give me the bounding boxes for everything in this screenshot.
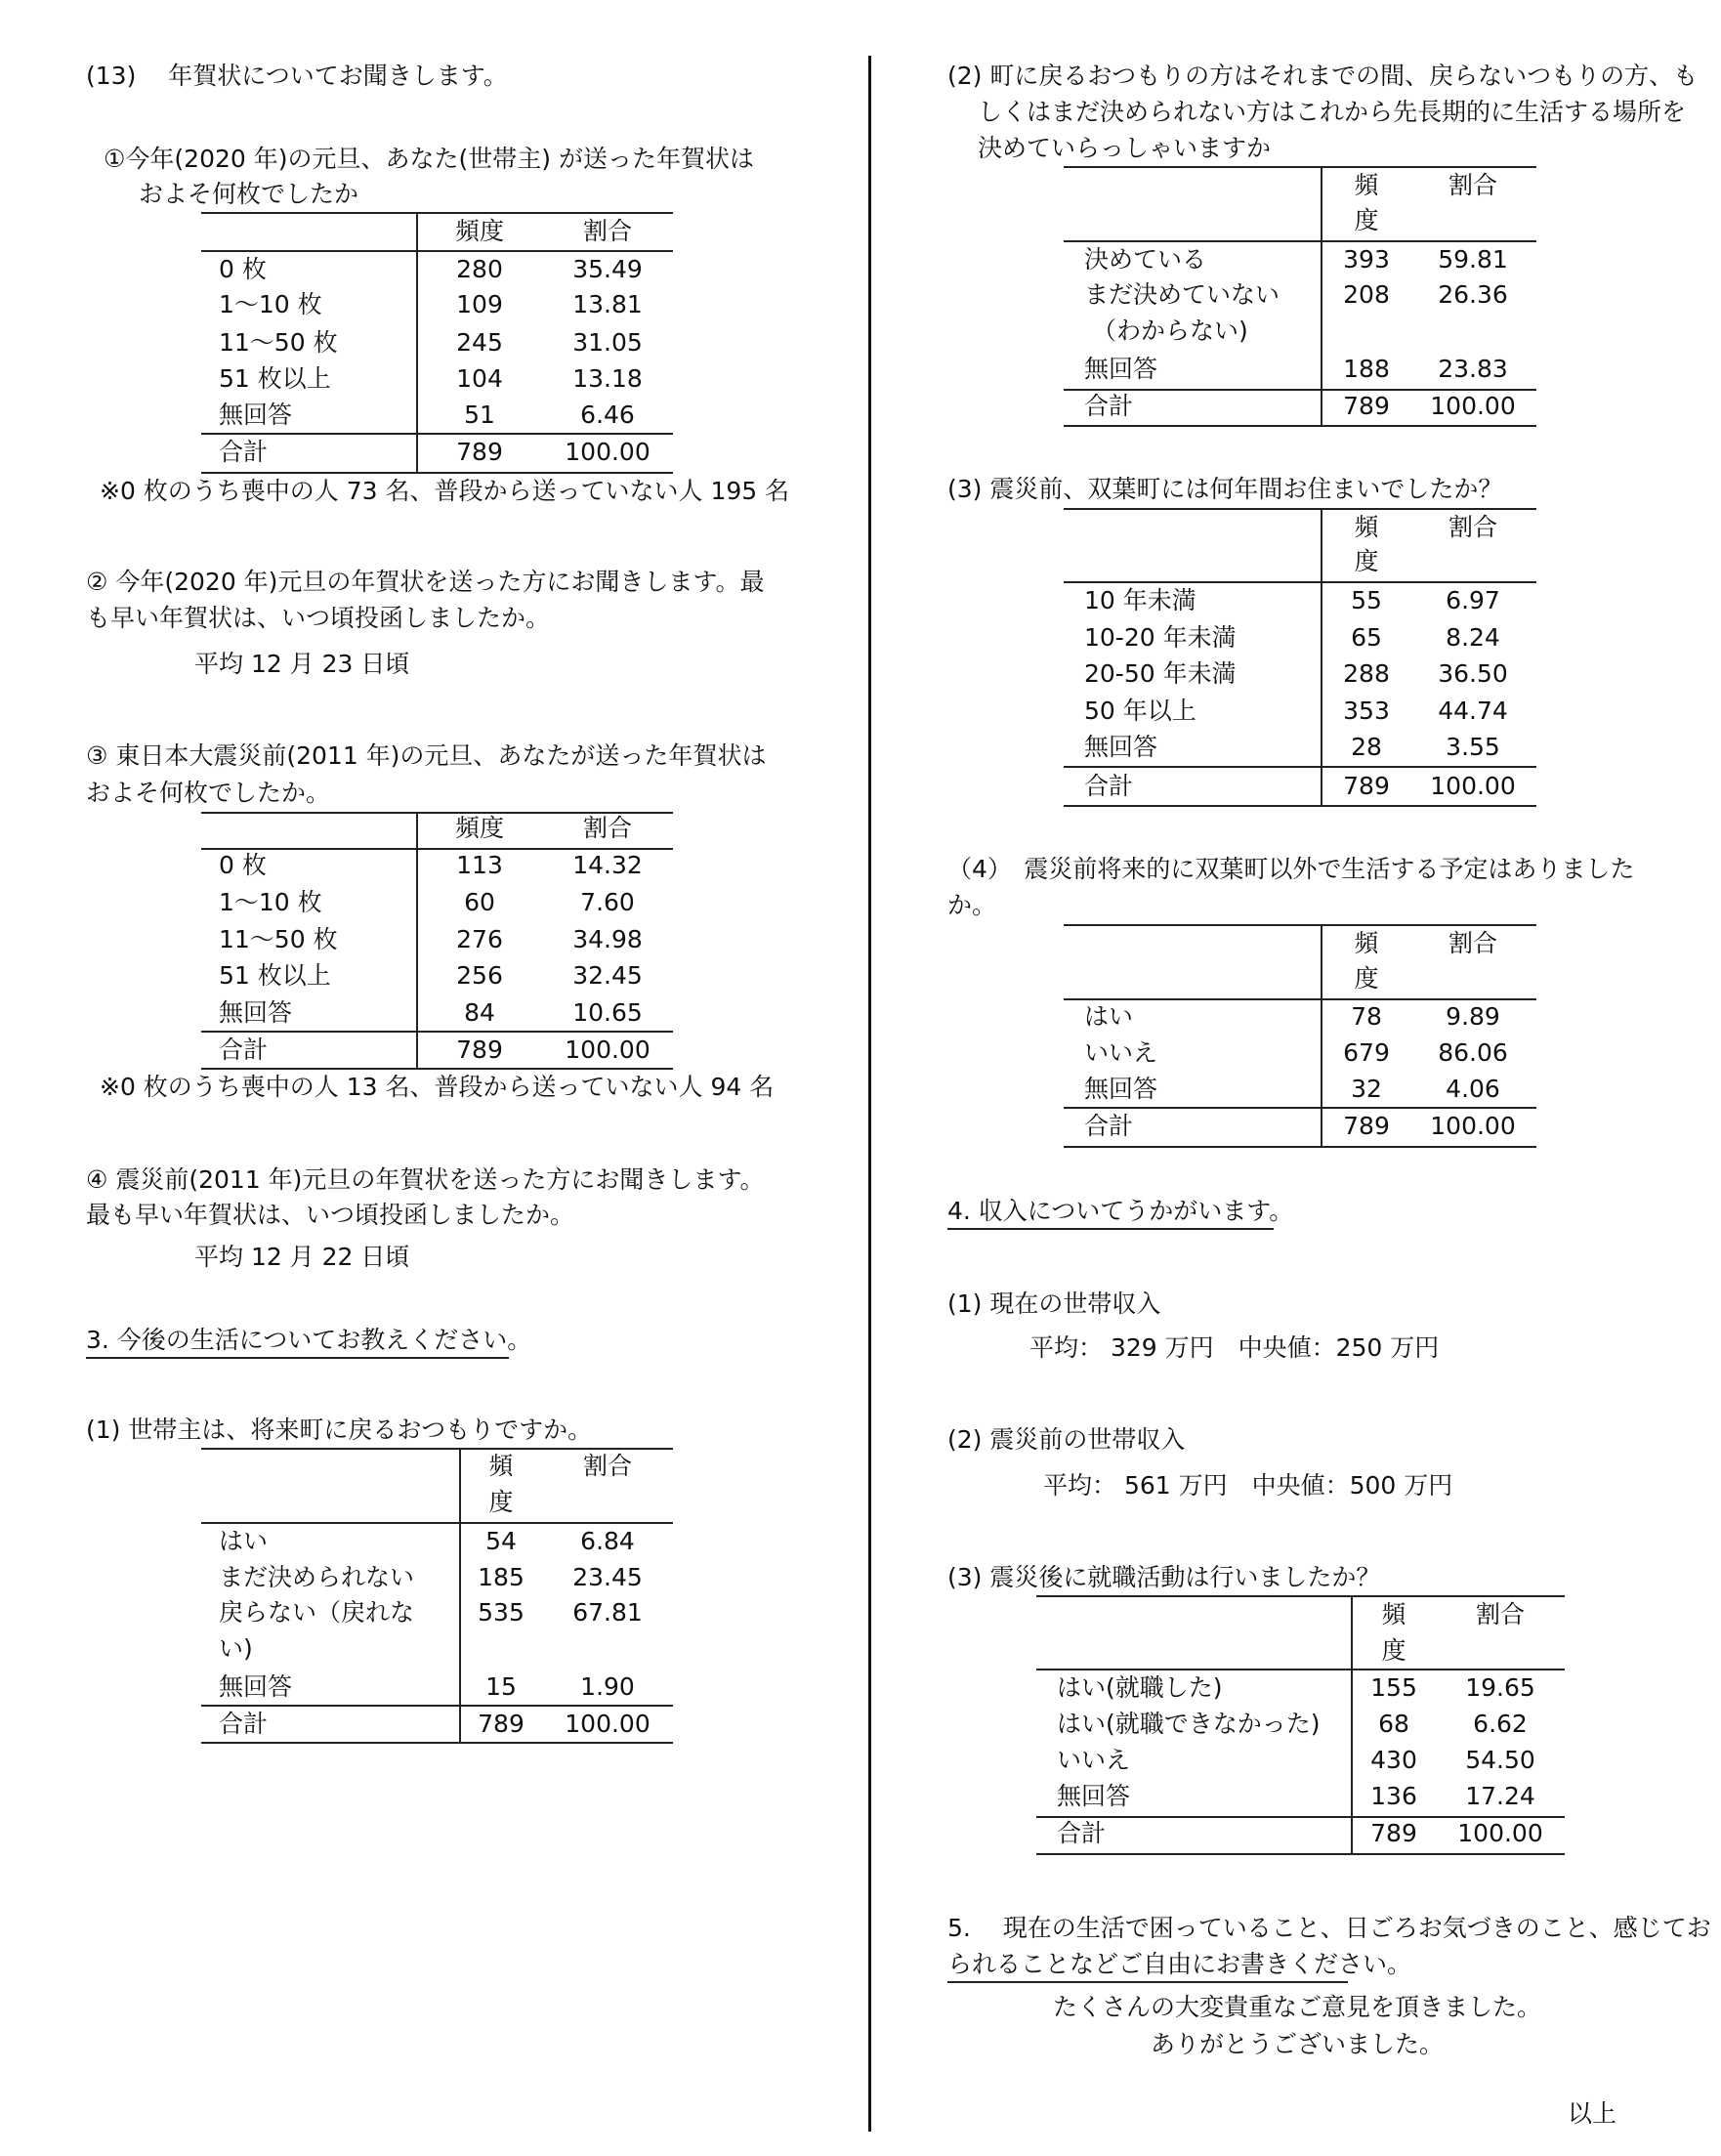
- row-frequency: 60: [464, 888, 495, 916]
- section-3-q2-line1: (2) 町に戻るおつもりの方はそれまでの間、戻らないつもりの方、も: [947, 62, 1699, 90]
- row-label: はい(就職できなかった): [1057, 1710, 1321, 1738]
- end-mark: 以上: [1568, 2099, 1617, 2128]
- header-frequency: 度: [488, 1488, 514, 1516]
- table-bottom-rule: [1064, 425, 1536, 427]
- row-label: まだ決めていない: [1084, 280, 1280, 309]
- row-percent: 54.50: [1465, 1746, 1535, 1774]
- section-4-q2: (2) 震災前の世帯収入: [947, 1425, 1186, 1454]
- header-frequency: 頻: [1354, 171, 1379, 199]
- row-label: 無回答: [1084, 733, 1158, 761]
- header-frequency: 頻: [488, 1452, 514, 1480]
- row-frequency: 84: [464, 998, 495, 1027]
- row-label: 無回答: [1084, 355, 1158, 383]
- header-percent: 割合: [1448, 929, 1498, 957]
- table-header-rule: [1064, 240, 1536, 242]
- table-top-rule: [1064, 166, 1536, 168]
- row-percent: 31.05: [572, 328, 643, 357]
- total-percent: 100.00: [1430, 392, 1516, 420]
- row-label: 1～10 枚: [219, 290, 322, 318]
- section-4-q3: (3) 震災後に就職活動は行いましたか？: [947, 1563, 1381, 1591]
- row-label: 無回答: [219, 998, 293, 1027]
- total-frequency: 789: [1370, 1819, 1417, 1847]
- row-percent: 19.65: [1465, 1673, 1535, 1702]
- row-label: いいえ: [1084, 1038, 1158, 1067]
- row-percent: 23.45: [572, 1563, 643, 1591]
- table-top-rule: [1064, 508, 1536, 510]
- row-label: 0 枚: [219, 851, 267, 879]
- row-label: 0 枚: [219, 255, 267, 283]
- question-2-line2: も早い年賀状は、いつ頃投函しましたか。: [86, 604, 551, 632]
- row-percent: 9.89: [1446, 1002, 1500, 1031]
- total-frequency: 789: [478, 1710, 525, 1738]
- row-percent: 23.83: [1438, 355, 1508, 383]
- table-header-rule: [1064, 581, 1536, 583]
- row-label: 戻らない（戻れな: [219, 1598, 415, 1627]
- table-total-rule: [201, 433, 673, 435]
- table-bottom-rule: [1036, 1853, 1565, 1855]
- row-frequency: 54: [485, 1527, 517, 1555]
- total-label: 合計: [1084, 1112, 1134, 1140]
- row-frequency: 430: [1370, 1746, 1417, 1774]
- row-frequency: 32: [1351, 1075, 1382, 1103]
- header-frequency: 頻度: [454, 814, 505, 842]
- table-column-rule: [416, 212, 418, 472]
- total-label: 合計: [1084, 392, 1134, 420]
- row-percent: 86.06: [1438, 1038, 1508, 1067]
- row-percent: 6.46: [580, 401, 635, 429]
- row-percent: 35.49: [572, 255, 643, 283]
- note-1: ※0 枚のうち喪中の人 73 名、普段から送っていない人 195 名: [100, 477, 790, 505]
- section-3-title: 3. 今後の生活についてお教えください。: [86, 1326, 509, 1359]
- section-3-q4-line1: （4） 震災前将来的に双葉町以外で生活する予定はありました: [947, 855, 1635, 883]
- table-column-rule: [416, 812, 418, 1068]
- total-percent: 100.00: [1430, 772, 1516, 800]
- section-4-title: 4. 収入についてうかがいます。: [947, 1197, 1274, 1230]
- row-label: はい: [1084, 1002, 1134, 1031]
- row-percent: 67.81: [572, 1598, 643, 1627]
- table-column-rule: [1321, 924, 1322, 1146]
- header-frequency: 頻: [1354, 929, 1379, 957]
- row-frequency: 276: [456, 925, 503, 953]
- row-frequency: 55: [1351, 586, 1382, 614]
- section-3-q4-line2: か。: [947, 891, 997, 919]
- table-column-rule: [1321, 508, 1322, 805]
- thanks-line2: ありがとうございました。: [1150, 2030, 1445, 2058]
- header-percent: 割合: [1448, 171, 1498, 199]
- row-percent: 4.06: [1446, 1075, 1500, 1103]
- total-label: 合計: [1057, 1819, 1107, 1847]
- total-frequency: 789: [1343, 392, 1390, 420]
- total-frequency: 789: [456, 1036, 503, 1064]
- table-header-rule: [201, 848, 673, 850]
- row-frequency: 68: [1378, 1710, 1409, 1738]
- total-label: 合計: [219, 438, 269, 466]
- section-5-line2: られることなどご自由にお書きください。: [947, 1950, 1348, 1983]
- section-3-q2-line3: 決めていらっしゃいますか: [978, 134, 1272, 162]
- table-total-rule: [201, 1705, 673, 1707]
- row-frequency: 679: [1343, 1038, 1390, 1067]
- row-label: 決めている: [1084, 245, 1207, 274]
- row-frequency: 188: [1343, 355, 1390, 383]
- row-frequency: 393: [1343, 245, 1390, 274]
- table-total-rule: [1036, 1816, 1565, 1818]
- row-frequency: 28: [1351, 733, 1382, 761]
- row-percent: 59.81: [1438, 245, 1508, 274]
- row-percent: 8.24: [1446, 623, 1500, 652]
- row-frequency: 15: [485, 1672, 517, 1701]
- question-4-line2: 最も早い年賀状は、いつ頃投函しましたか。: [86, 1201, 575, 1229]
- question-3-line1: ③ 東日本大震災前(2011 年)の元旦、あなたが送った年賀状は: [86, 741, 767, 770]
- question-1-line1: ①今年(2020 年)の元旦、あなた(世帯主) が送った年賀状は: [104, 145, 754, 173]
- row-label: い): [219, 1634, 253, 1663]
- section-4-q1: (1) 現在の世帯収入: [947, 1289, 1161, 1318]
- row-label: 11～50 枚: [219, 925, 338, 953]
- header-percent: 割合: [1475, 1600, 1526, 1628]
- header-frequency: 度: [1354, 206, 1379, 234]
- row-label: 50 年以上: [1084, 697, 1196, 725]
- row-label: はい: [219, 1527, 269, 1555]
- row-frequency: 256: [456, 961, 503, 990]
- row-label: 無回答: [219, 1672, 293, 1701]
- row-percent: 6.97: [1446, 586, 1500, 614]
- question-1-line2: およそ何枚でしたか: [139, 180, 359, 208]
- total-percent: 100.00: [565, 438, 651, 466]
- question-4-line1: ④ 震災前(2011 年)元旦の年賀状を送った方にお聞きします。: [86, 1165, 765, 1194]
- row-frequency: 288: [1343, 659, 1390, 688]
- table-header-rule: [201, 1522, 673, 1524]
- row-percent: 14.32: [572, 851, 643, 879]
- header-frequency: 度: [1354, 964, 1379, 993]
- table-column-rule: [459, 1448, 461, 1742]
- question-2-answer: 平均 12 月 23 日頃: [194, 650, 410, 678]
- row-percent: 13.81: [572, 290, 643, 318]
- row-label: 10-20 年未満: [1084, 623, 1237, 652]
- section-4-q2-answer: 平均： 561 万円 中央値：500 万円: [1043, 1471, 1453, 1500]
- row-frequency: 535: [478, 1598, 525, 1627]
- column-divider: [868, 56, 871, 2132]
- total-label: 合計: [219, 1036, 269, 1064]
- row-label: 無回答: [219, 401, 293, 429]
- row-percent: 34.98: [572, 925, 643, 953]
- row-label: 無回答: [1084, 1075, 1158, 1103]
- row-label: 20-50 年未満: [1084, 659, 1237, 688]
- table-total-rule: [201, 1031, 673, 1033]
- header-frequency: 度: [1381, 1636, 1406, 1665]
- row-frequency: 113: [456, 851, 503, 879]
- row-percent: 6.84: [580, 1527, 635, 1555]
- row-label: 11～50 枚: [219, 328, 338, 357]
- thanks-line1: たくさんの大変貴重なご意見を頂きました。: [1052, 1993, 1542, 2021]
- header-percent: 割合: [582, 814, 633, 842]
- row-frequency: 353: [1343, 697, 1390, 725]
- table-bottom-rule: [1064, 1146, 1536, 1148]
- row-percent: 3.55: [1446, 733, 1500, 761]
- row-frequency: 109: [456, 290, 503, 318]
- row-label: 無回答: [1057, 1782, 1131, 1810]
- row-frequency: 104: [456, 364, 503, 393]
- total-frequency: 789: [1343, 772, 1390, 800]
- header-percent: 割合: [582, 1452, 633, 1480]
- row-frequency: 185: [478, 1563, 525, 1591]
- row-label: 51 枚以上: [219, 364, 331, 393]
- table-bottom-rule: [1064, 805, 1536, 807]
- table-total-rule: [1064, 1107, 1536, 1109]
- section-5-line1: 5. 現在の生活で困っていること、日ごろお気づきのこと、感じてお: [947, 1914, 1711, 1942]
- table-header-rule: [1036, 1669, 1565, 1670]
- table-header-rule: [201, 250, 673, 252]
- table-bottom-rule: [201, 1068, 673, 1070]
- section-13-title: (13) 年賀状についてお聞きします。: [86, 62, 508, 90]
- table-bottom-rule: [201, 472, 673, 474]
- row-percent: 7.60: [580, 888, 635, 916]
- table-top-rule: [201, 212, 673, 214]
- section-3-q3: (3) 震災前、双葉町には何年間お住まいでしたか？: [947, 475, 1503, 503]
- row-percent: 44.74: [1438, 697, 1508, 725]
- row-percent: 32.45: [572, 961, 643, 990]
- total-percent: 100.00: [565, 1710, 651, 1738]
- table-total-rule: [1064, 389, 1536, 391]
- row-label: （わからない): [1092, 317, 1248, 345]
- header-frequency: 頻: [1381, 1600, 1406, 1628]
- header-frequency: 度: [1354, 547, 1379, 575]
- header-percent: 割合: [1448, 513, 1498, 541]
- row-label: 51 枚以上: [219, 961, 331, 990]
- question-4-answer: 平均 12 月 22 日頃: [194, 1243, 410, 1271]
- header-frequency: 頻: [1354, 513, 1379, 541]
- total-label: 合計: [1084, 772, 1134, 800]
- row-percent: 6.62: [1473, 1710, 1528, 1738]
- total-frequency: 789: [456, 438, 503, 466]
- row-percent: 26.36: [1438, 280, 1508, 309]
- row-frequency: 280: [456, 255, 503, 283]
- row-frequency: 245: [456, 328, 503, 357]
- total-label: 合計: [219, 1710, 269, 1738]
- row-frequency: 208: [1343, 280, 1390, 309]
- row-percent: 17.24: [1465, 1782, 1535, 1810]
- total-percent: 100.00: [1457, 1819, 1543, 1847]
- header-percent: 割合: [582, 217, 633, 245]
- section-3-q2-line2: しくはまだ決められない方はこれから先長期的に生活する場所を: [978, 98, 1687, 126]
- question-3-line2: およそ何枚でしたか。: [86, 779, 331, 807]
- section-4-q1-answer: 平均： 329 万円 中央値：250 万円: [1029, 1333, 1440, 1362]
- table-top-rule: [1064, 924, 1536, 926]
- question-2-line1: ② 今年(2020 年)元旦の年賀状を送った方にお聞きします。最: [86, 568, 765, 596]
- row-frequency: 136: [1370, 1782, 1417, 1810]
- row-label: 10 年未満: [1084, 586, 1196, 614]
- row-label: はい(就職した): [1057, 1673, 1223, 1702]
- table-top-rule: [1036, 1595, 1565, 1597]
- total-frequency: 789: [1343, 1112, 1390, 1140]
- total-percent: 100.00: [1430, 1112, 1516, 1140]
- row-label: まだ決められない: [219, 1563, 415, 1591]
- row-frequency: 51: [464, 401, 495, 429]
- table-top-rule: [201, 1448, 673, 1450]
- row-frequency: 78: [1351, 1002, 1382, 1031]
- row-frequency: 155: [1370, 1673, 1417, 1702]
- row-percent: 10.65: [572, 998, 643, 1027]
- total-percent: 100.00: [565, 1036, 651, 1064]
- header-frequency: 頻度: [454, 217, 505, 245]
- table-bottom-rule: [201, 1742, 673, 1744]
- row-frequency: 65: [1351, 623, 1382, 652]
- table-column-rule: [1351, 1595, 1353, 1853]
- row-percent: 36.50: [1438, 659, 1508, 688]
- row-label: 1～10 枚: [219, 888, 322, 916]
- row-percent: 1.90: [580, 1672, 635, 1701]
- note-2: ※0 枚のうち喪中の人 13 名、普段から送っていない人 94 名: [100, 1073, 775, 1101]
- section-3-q1: (1) 世帯主は、将来町に戻るおつもりですか。: [86, 1416, 593, 1444]
- table-total-rule: [1064, 766, 1536, 768]
- row-label: いいえ: [1057, 1746, 1131, 1774]
- row-percent: 13.18: [572, 364, 643, 393]
- table-header-rule: [1064, 998, 1536, 1000]
- table-column-rule: [1321, 166, 1322, 425]
